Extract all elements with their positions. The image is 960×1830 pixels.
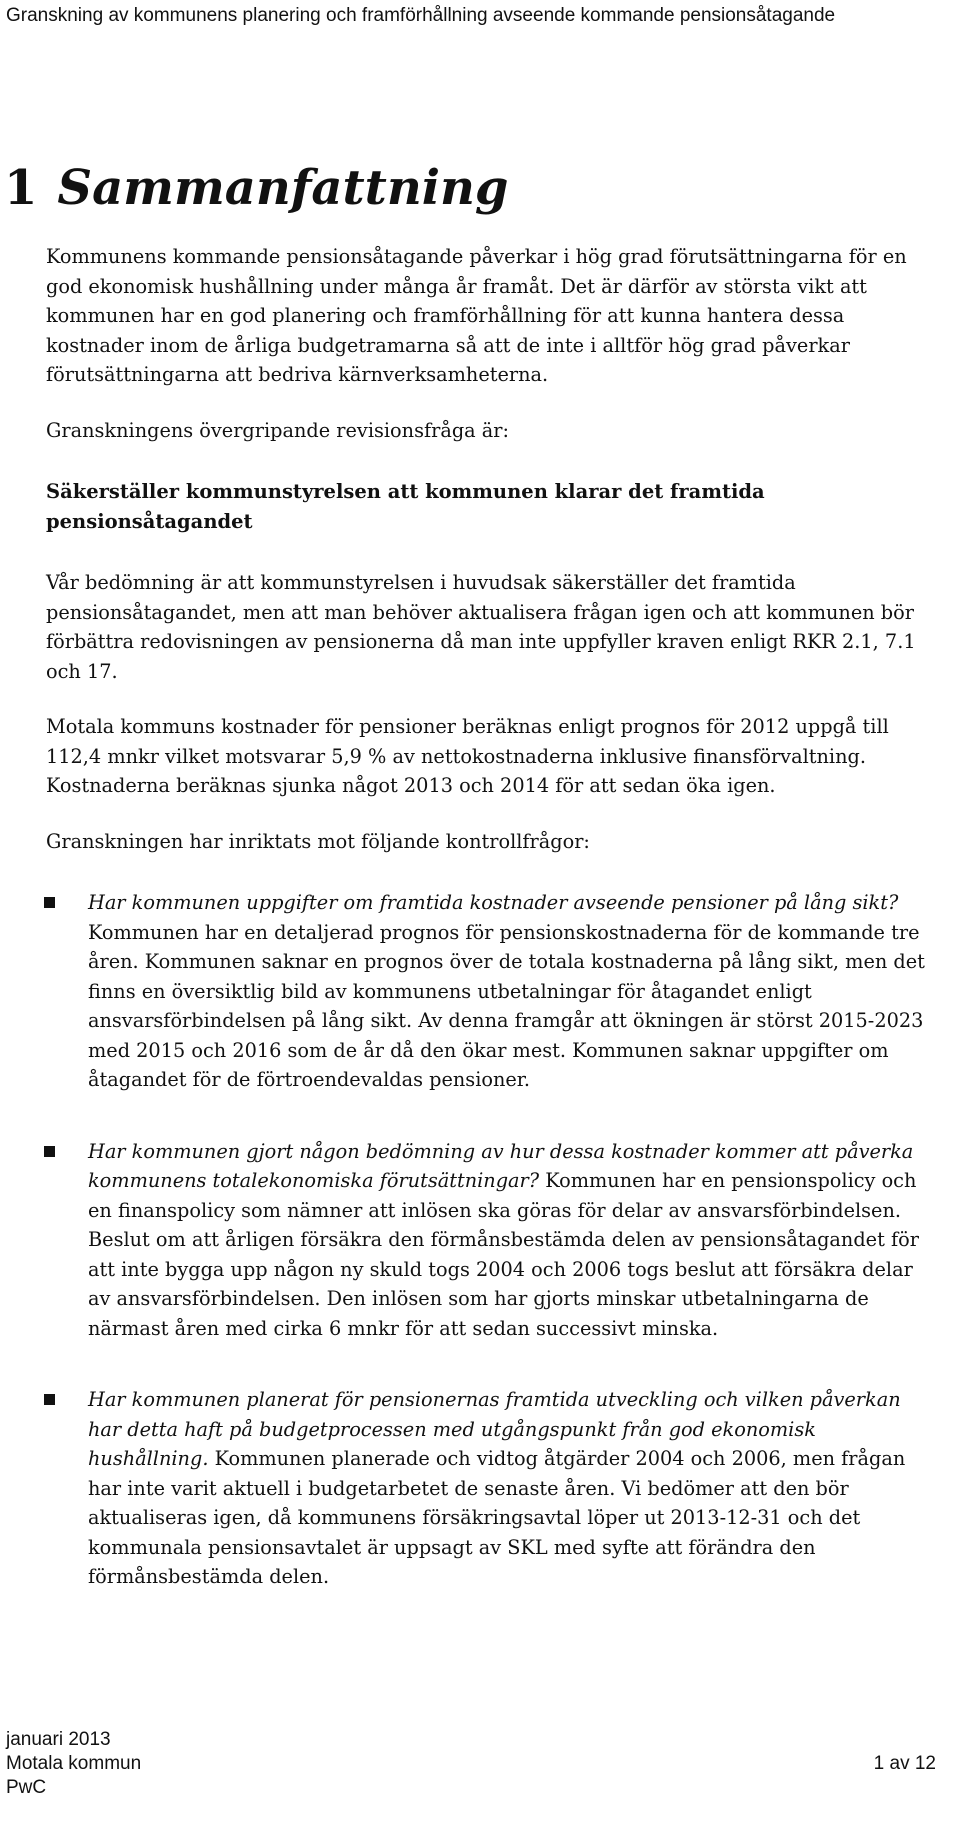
control-question: Har kommunen uppgifter om framtida kostnader avseende pensioner på lång sikt? bbox=[88, 891, 899, 914]
running-header: Granskning av kommunens planering och framförhållning avseende kommande pensionsåtagande bbox=[6, 5, 836, 26]
list-item bbox=[46, 1137, 926, 1344]
footer-author: PwC bbox=[6, 1777, 47, 1798]
section-number: 1 bbox=[4, 160, 38, 216]
footer-organization: Motala kommun bbox=[6, 1753, 142, 1774]
revision-question: Säkerställer kommunstyrelsen att kommunen klarar det framtida pensionsåtagandet bbox=[46, 480, 765, 533]
control-answer: Kommunen har en pensionspolicy och en finanspolicy som nämner att inlösen ska göras för delar av ansvarsförbindelsen. Beslut om att årligen försäkra den förmånsbestämda delen av pensionsåtagandet för att inte bygga upp någon ny skuld togs 2004 och 2006 togs beslut att försäkra delar av ansvarsförbindelsen. Den inlösen som har gjorts minskar utbetalningarna de närmast åren med cirka 6 mnkr för att sedan successivt minska. bbox=[88, 1169, 919, 1340]
control-questions-list bbox=[46, 888, 926, 1592]
control-question: Har kommunen gjort någon bedömning av hur dessa kostnader kommer att påverka kommunens totalekonomiska förutsättningar? bbox=[88, 1139, 914, 1192]
assessment-paragraph: Vår bedömning är att kommunstyrelsen i huvudsak säkerställer det framtida pensionsåtagandet, men att man behöver aktualisera frågan igen och att kommunen bör förbättra redovisningen av pensionerna då man inte uppfyller kraven enligt RKR 2.1, 7.1 och 17. bbox=[46, 571, 916, 683]
intro-paragraph: Kommunens kommande pensionsåtagande påverkar i hög grad förutsättningarna för en god ekonomisk hushållning under många år framåt. Det är därför av största vikt att kommunen har en god planering och framförhållning för att kunna hantera dessa kostnader inom de årliga budgetramarna så att de inte i alltför hög grad påverkar förutsättningarna att bedriva kärnverksamheterna. bbox=[46, 245, 907, 386]
costs-paragraph: Motala kommuns kostnader för pensioner beräknas enligt prognos för 2012 uppgå till 112,4 mnkr vilket motsvarar 5,9 % av nettokostnaderna inklusive finansförvaltning. Kostnaderna beräknas sjunka något 2013 och 2014 för att sedan öka igen. bbox=[46, 715, 889, 797]
square-bullet-icon bbox=[44, 1394, 55, 1405]
revision-intro: Granskningens övergripande revisionsfråga är: bbox=[46, 418, 509, 442]
footer-date: januari 2013 bbox=[6, 1729, 111, 1750]
page-footer bbox=[6, 1728, 936, 1800]
section-heading bbox=[4, 160, 508, 216]
square-bullet-icon bbox=[44, 897, 55, 908]
body-text bbox=[46, 242, 926, 1634]
list-item bbox=[46, 888, 926, 1095]
control-answer: Kommunen har en detaljerad prognos för pensionskostnaderna för de kommande tre åren. Kommunen saknar en prognos över de totala kostnaderna på lång sikt, men det finns en översiktlig bild av kommunens utbetalningar för åtagandet enligt ansvarsförbindelsen på lång sikt. Av denna framgår att ökningen är störst 2015-2023 med 2015 och 2016 som de år då den ökar mest. Kommunen saknar uppgifter om åtagandet för de förtroendevaldas pensioner. bbox=[88, 920, 925, 1091]
section-title: Sammanfattning bbox=[57, 160, 509, 216]
control-answer: Kommunen planerade och vidtog åtgärder 2004 och 2006, men frågan har inte varit aktuell i budgetarbetet de senaste åren. Vi bedömer att den bör aktualiseras igen, då kommunens försäkringsavtal löper ut 2013-12-31 och det kommunala pensionsavtalet är uppsagt av SKL med syfte att förändra den förmånsbestämda delen. bbox=[88, 1447, 906, 1588]
page-number: 1 av 12 bbox=[873, 1753, 936, 1774]
controls-intro: Granskningen har inriktats mot följande kontrollfrågor: bbox=[46, 829, 590, 853]
list-item bbox=[46, 1385, 926, 1592]
control-question: Har kommunen planerat för pensionernas framtida utveckling och vilken påverkan har detta haft på budgetprocessen med utgångspunkt från god ekonomisk hushållning. bbox=[88, 1388, 901, 1470]
square-bullet-icon bbox=[44, 1146, 55, 1157]
